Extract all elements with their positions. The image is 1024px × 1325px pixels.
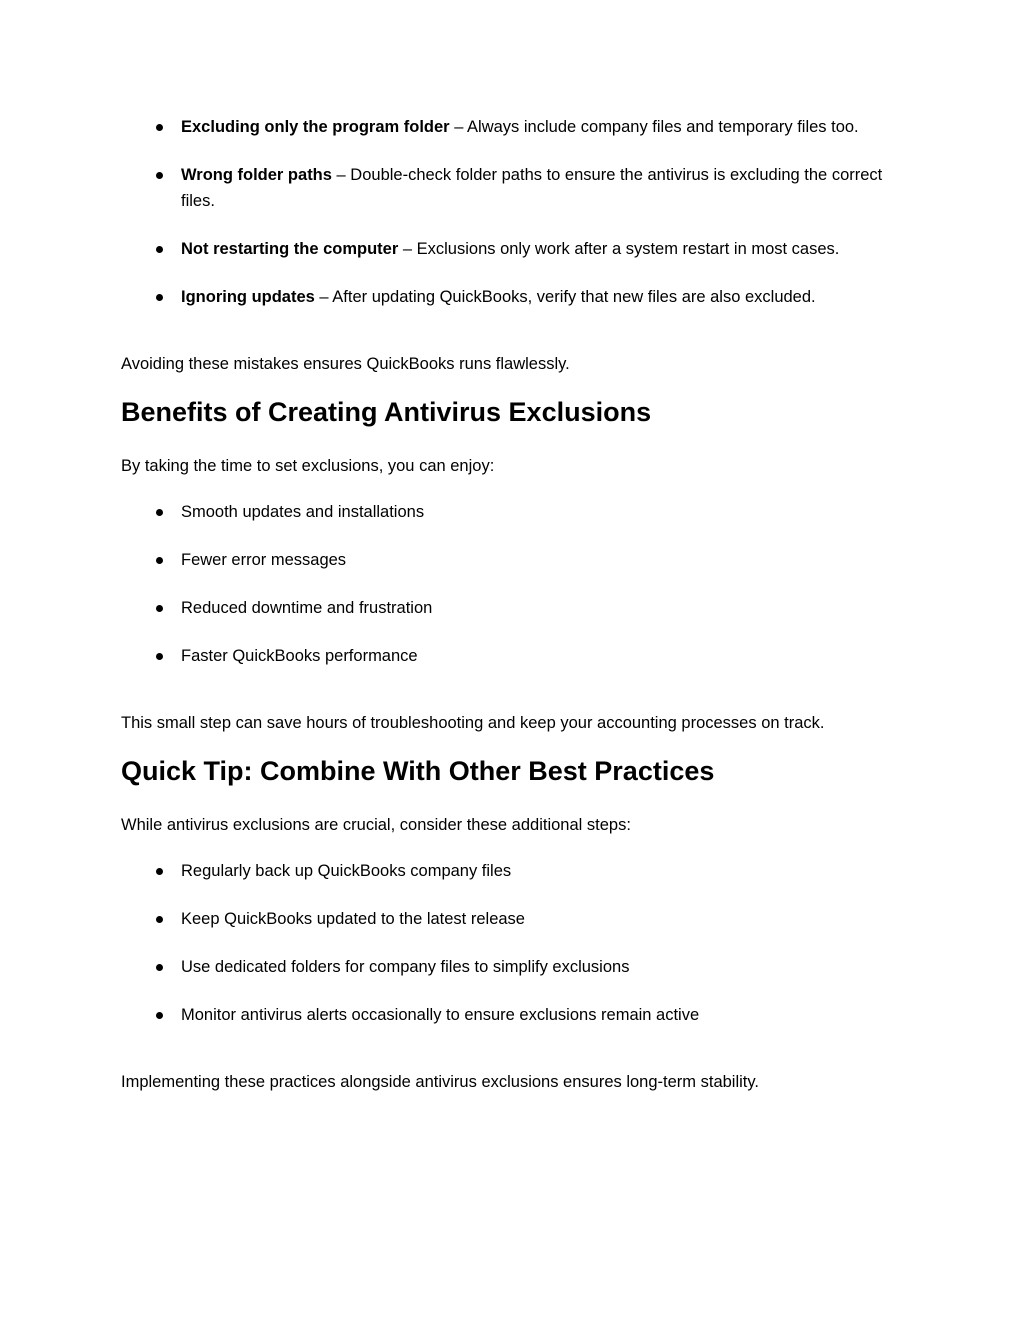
list-item-text: – Always include company files and temporary files too. [449, 118, 859, 136]
bullet-icon [156, 246, 163, 253]
list-item-text: Fewer error messages [181, 551, 347, 569]
paragraph-benefits-conclusion: This small step can save hours of troubleshooting and keep your accounting processes on track. [121, 714, 825, 732]
list-item-term: Ignoring updates [181, 288, 315, 306]
list-item [121, 643, 901, 669]
list-item [121, 284, 901, 310]
list-item-term: Not restarting the computer [181, 240, 399, 258]
bullet-icon [156, 916, 163, 923]
list-item-text: – Exclusions only work after a system restart in most cases. [398, 240, 840, 258]
bullet-icon [156, 509, 163, 516]
list-item-text: – After updating QuickBooks, verify that new files are also excluded. [314, 288, 816, 306]
bullet-icon [156, 172, 163, 179]
bullet-icon [156, 964, 163, 971]
section-heading-benefits: Benefits of Creating Antivirus Exclusions [121, 397, 652, 427]
list-item-text: Regularly back up QuickBooks company files [181, 862, 512, 880]
bullet-icon [156, 557, 163, 564]
list-item-term: Excluding only the program folder [181, 118, 450, 136]
list-item-text: Reduced downtime and frustration [181, 599, 433, 617]
list-item [121, 236, 901, 262]
list-item [121, 906, 901, 932]
list-item [121, 162, 901, 214]
list-item [121, 595, 901, 621]
list-item [121, 954, 901, 980]
list-item [121, 1002, 901, 1028]
list-item [121, 547, 901, 573]
bullet-icon [156, 653, 163, 660]
list-item-text: Use dedicated folders for company files to simplify exclusions [181, 958, 630, 976]
bullet-icon [156, 605, 163, 612]
benefits-list [121, 499, 901, 669]
list-item [121, 858, 901, 884]
paragraph-quick-tip-intro: While antivirus exclusions are crucial, consider these additional steps: [121, 816, 631, 834]
section-heading-quick-tip: Quick Tip: Combine With Other Best Practices [121, 756, 715, 786]
list-item [121, 499, 901, 525]
quick-tip-list [121, 858, 901, 1028]
list-item-text: Monitor antivirus alerts occasionally to ensure exclusions remain active [181, 1006, 700, 1024]
list-item-text: – Double-check folder paths to ensure the antivirus is excluding the correct files. [181, 166, 883, 210]
mistakes-list [121, 114, 901, 310]
bullet-icon [156, 294, 163, 301]
paragraph-mistakes-conclusion: Avoiding these mistakes ensures QuickBooks runs flawlessly. [121, 355, 570, 373]
bullet-icon [156, 868, 163, 875]
list-item-term: Wrong folder paths [181, 166, 332, 184]
list-item-text: Faster QuickBooks performance [181, 647, 418, 665]
bullet-icon [156, 1012, 163, 1019]
paragraph-quick-tip-conclusion: Implementing these practices alongside antivirus exclusions ensures long-term stability. [121, 1073, 759, 1091]
bullet-icon [156, 124, 163, 131]
list-item [121, 114, 901, 140]
paragraph-benefits-intro: By taking the time to set exclusions, you can enjoy: [121, 457, 495, 475]
list-item-text: Keep QuickBooks updated to the latest release [181, 910, 525, 928]
list-item-text: Smooth updates and installations [181, 503, 425, 521]
